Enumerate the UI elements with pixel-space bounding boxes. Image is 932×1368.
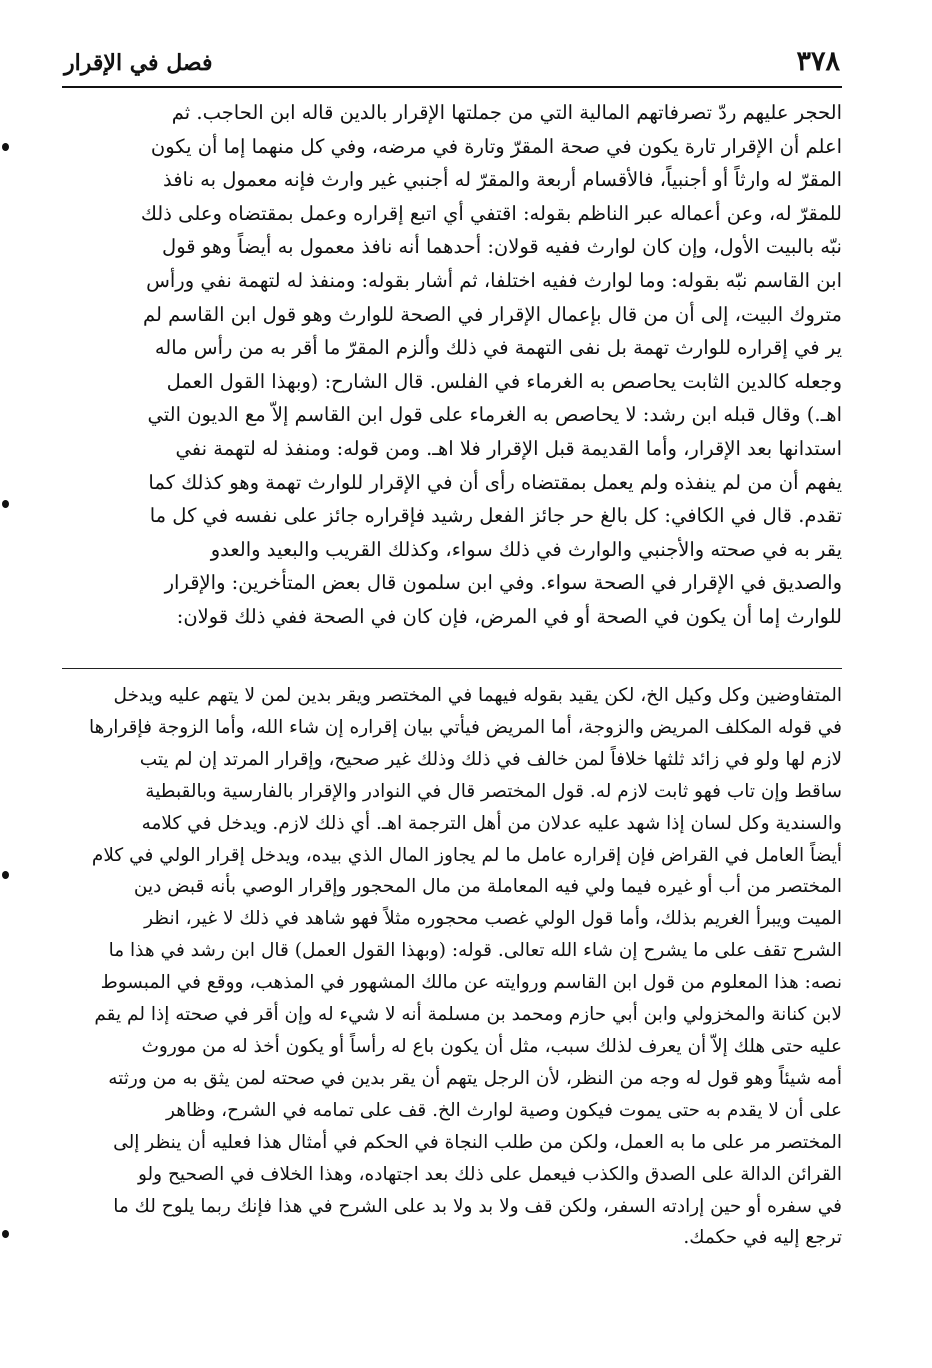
main-text (62, 96, 842, 634)
main-line: ابن القاسم نبّه بقوله: وما لوارث ففيه اختلفا، ثم أشار بقوله: ومنفذ له لتهمة نفي ورأس (146, 268, 842, 292)
main-line: الحجر عليهم ردّ تصرفاتهم المالية التي من جملتها الإقرار بالدين قاله ابن الحاجب. ثم (171, 101, 842, 124)
main-line: للوارث إما أن يكون في الصحة أو في المرض، فإن كان في الصحة ففي ذلك قولان: (176, 604, 842, 628)
footnote-line: في قوله المكلف المريض والزوجة، أما المريض فيأتي بيان إقراره إن شاء الله، وأما الزوجة فإقرارها (88, 716, 842, 738)
margin-dot-mark (2, 1230, 9, 1238)
footnote-line: عليه حتى هلك إلاّ أن يعرف لذلك سبب، مثل أن يكون باع له رأساً أو يكون أخذ له من موروث (141, 1035, 842, 1057)
main-line: متروك البيت، إلى أن من قال بإعمال الإقرار في الصحة للوارث وهو قول ابن القاسم لم (142, 302, 842, 326)
main-line: اعلم أن الإقرار تارة يكون في صحة المقرّ وتارة في مرضه، وفي كل منهما إما أن يكون (150, 134, 842, 158)
footnote-line: لازم لها ولو في زائد ثلثها خلافاً لمن خالف في ذلك وذلك غير صحيح، وإقرار المرتد إن لم يتب (139, 748, 842, 770)
footnote-line: المتفاوضين وكل وكيل الخ، لكن يقيد بقوله فيهما في المختصر ويقر بدين لمن لا يتهم عليه ويدخل (113, 685, 842, 706)
main-line: يفهم أن من لم ينفذه ولم يعمل بمقتضاه رأى أن في الإقرار للوارث تهمة وهو كذلك كما (148, 470, 842, 494)
footnote-line: لابن كنانة والمخزولي وابن أبي حازم ومحمد بن مسلمة أنه لا شيء له وإن أقر في صحته إذا لم يقم (94, 1004, 842, 1026)
footnote-line: والسندية وكل لسان إذا شهد عليه عدلان من أهل الترجمة اهـ. أي ذلك لازم. ويدخل في كلامه (141, 812, 842, 834)
footnote-line: الشرح تقف على ما يشرح إن شاء الله تعالى. قوله: (وبهذا القول العمل) قال ابن رشد في هذا ما (108, 940, 842, 962)
footnote-line: ترجع إليه في حكمك. (683, 1227, 842, 1249)
section-title: فصل في الإقرار (64, 50, 213, 76)
main-line: اهـ.) وقال قبله ابن رشد: لا يحاصص به الغرماء على قول ابن القاسم إلاّ مع الديون التي (147, 403, 842, 427)
footnote-divider (62, 668, 842, 669)
main-line: استدانها بعد الإقرار، وأما القديمة قبل الإقرار فلا اهـ. ومن قوله: ومنفذ له لتهمة نفي (175, 436, 842, 460)
running-head (62, 44, 842, 88)
main-line: والصديق في الإقرار في الصحة سواء. وفي ابن سلمون قال بعض المتأخرين: والإقرار (164, 571, 842, 595)
footnote-line: القرائن الدالة على الصدق والكذب فيعمل على ذلك بعد اجتهاده، وهذا الخلاف في الصحيح ولو (137, 1163, 842, 1185)
footnote-line: أمه شيئاً وهو قول له وجه من النظر، لأن الرجل يتهم أن يقر بدين في صحته لمن يثق به من ورثته (108, 1067, 842, 1089)
footnote-line: في سفره أو حين إرادته السفر، ولكن قف ولا بد ولا بد على الشرح في هذا فإنك ربما يلوح لك ما (113, 1195, 842, 1217)
main-line: وجعله كالدين الثابت يحاصص به الغرماء في الفلس. قال الشارح: (وبهذا القول العمل (166, 369, 842, 393)
footnote-line: ساقط وإن تاب فهو ثابت لازم له. قول المختصر قال في النوادر والإقرار بالفارسية وبالقبطية (145, 780, 842, 802)
main-line: ير في إقراره للوارث تهمة بل نفى التهمة في ذلك وألزم المقرّ ما أقر به من رأس ماله (154, 336, 842, 360)
main-line: المقرّ له وارثاً أو أجنبياً، فالأقسام أربعة والمقرّ له أجنبي غير وارث فإنه معمول به نافذ (162, 168, 842, 192)
footnote-line: المختصر من أب أو غيره فيما ولي فيه المعاملة من مال المحجور وإقرار الوصي بأنه قبض دين (133, 876, 842, 898)
footnote-line: أيضاً العامل في القراض فإن إقراره عامل ما لم يجاوز المال الذي بيده، ويدخل إقرار الولي في كلام (91, 844, 842, 866)
main-line: نبّه بالبيت الأول، وإن كان لوارث ففيه قولان: أحدهما أنه نافذ معمول به أيضاً وهو قول (162, 235, 842, 259)
margin-dot-mark (2, 143, 9, 151)
footnote-line: نصه: هذا المعلوم من قول ابن القاسم وروايته عن مالك المشهور في المذهب، ووقع في المبسوط (100, 972, 842, 994)
margin-dot-mark (2, 500, 9, 508)
margin-dot-mark (2, 871, 9, 879)
footnote-line: الميت ويبرأ الغريم بذلك، وأما قول الولي غصب محجوره مثلاً فهو شاهد في ذلك لا غير، انظر (144, 908, 842, 930)
page-number: ٣٧٨ (796, 46, 840, 77)
footnote-text (62, 680, 842, 1254)
main-line: تقدم. قال في الكافي: كل بالغ حر جائز الفعل رشيد فإقراره جائز على نفسه في كل ما (149, 504, 842, 528)
footnote-line: على أن لا يقدم به حتى يموت فيكون وصية لوارث الخ. قف على تمامه في الشرح، وظاهر (166, 1099, 842, 1121)
footnote-line: المختصر مر على ما به العمل، ولكن من طلب النجاة في الحكم في أمثال هذا فعليه أن ينظر إلى (113, 1131, 842, 1153)
main-line: يقر به في صحته والأجنبي والوارث في ذلك سواء، وكذلك القريب والبعيد والعدو (210, 537, 842, 561)
main-line: للمقرّ له، وعن أعماله عبر الناظم بقوله: اقتفي أي اتبع إقراره وعمل بمقتضاه وعلى ذلك (140, 201, 842, 225)
